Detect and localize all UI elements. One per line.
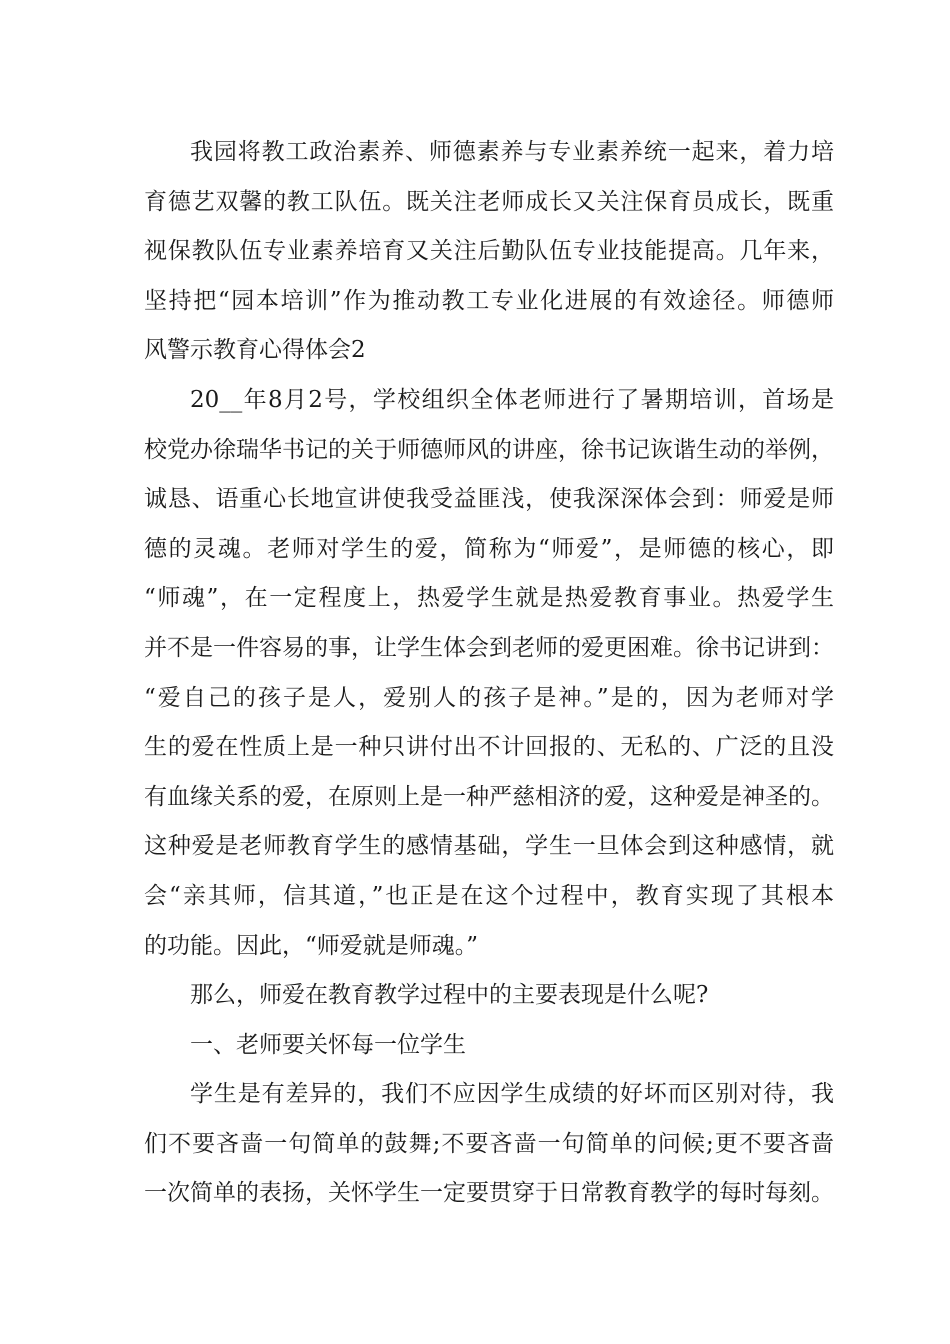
text-line: 的功能。因此，“师爱就是师魂。” bbox=[144, 932, 479, 959]
heading-line: 一、老师要关怀每一位学生 bbox=[190, 1031, 466, 1058]
text-line: 坚持把“园本培训”作为推动教工专业化进展的有效途径。师德师 bbox=[144, 287, 834, 314]
text-line: 那么，师爱在教育教学过程中的主要表现是什么呢? bbox=[190, 982, 709, 1009]
paragraph-3 bbox=[144, 971, 834, 1021]
paragraph-1 bbox=[144, 128, 834, 376]
text-line: 一次简单的表扬，关怀学生一定要贯穿于日常教育教学的每时每刻。 bbox=[144, 1180, 834, 1207]
text-line: 有血缘关系的爱，在原则上是一种严慈相济的爱，这种爱是神圣的。 bbox=[144, 783, 834, 810]
text-line: 诚恳、语重心长地宣讲使我受益匪浅，使我深深体会到：师爱是师 bbox=[144, 486, 834, 513]
paragraph-5 bbox=[144, 1070, 834, 1219]
text-line: “爱自己的孩子是人，爱别人的孩子是神。”是的，因为老师对学 bbox=[144, 684, 834, 711]
document-body bbox=[144, 128, 834, 1219]
text-line: 风警示教育心得体会2 bbox=[144, 337, 366, 364]
text-line: 校党办徐瑞华书记的关于师德师风的讲座，徐书记诙谐生动的举例， bbox=[144, 436, 834, 463]
text-line: 视保教队伍专业素养培育又关注后勤队伍专业技能提高。几年来， bbox=[144, 238, 834, 265]
paragraph-2 bbox=[144, 376, 834, 971]
text-line: 会“亲其师，信其道，”也正是在这个过程中，教育实现了其根本 bbox=[144, 882, 834, 909]
text-line: 们不要吝啬一句简单的鼓舞;不要吝啬一句简单的问候;更不要吝啬 bbox=[144, 1130, 834, 1157]
text-line: 20__年8月2号，学校组织全体老师进行了暑期培训，首场是 bbox=[190, 386, 834, 413]
text-line: 学生是有差异的，我们不应因学生成绩的好坏而区别对待，我 bbox=[190, 1081, 834, 1108]
text-line: “师魂”，在一定程度上，热爱学生就是热爱教育事业。热爱学生 bbox=[144, 585, 834, 612]
text-line: 德的灵魂。老师对学生的爱，简称为“师爱”，是师德的核心，即 bbox=[144, 535, 834, 562]
text-line: 这种爱是老师教育学生的感情基础，学生一旦体会到这种感情，就 bbox=[144, 833, 834, 860]
text-line: 我园将教工政治素养、师德素养与专业素养统一起来，着力培 bbox=[190, 139, 834, 165]
text-line: 育德艺双馨的教工队伍。既关注老师成长又关注保育员成长，既重 bbox=[144, 188, 834, 215]
text-line: 生的爱在性质上是一种只讲付出不计回报的、无私的、广泛的且没 bbox=[144, 734, 834, 761]
text-line: 并不是一件容易的事，让学生体会到老师的爱更困难。徐书记讲到： bbox=[144, 634, 834, 661]
section-heading bbox=[144, 1021, 834, 1071]
